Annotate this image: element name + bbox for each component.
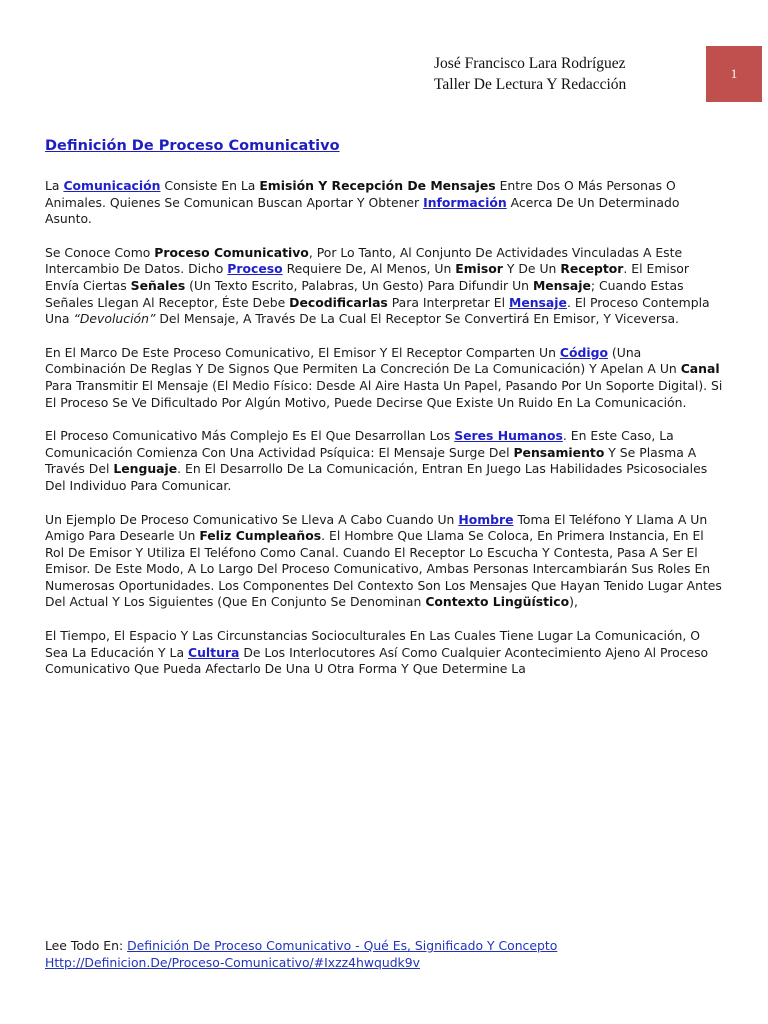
text: Para Transmitir El Mensaje (El Medio Físico: Desde Al Aire Hasta Un Papel, Pasando Por Un Soporte Digital). Si El Proceso Se Ve Dificultado Por Algún Motivo, Puede Decirse Que Existe Un Ruido En La Comunicación. [45,377,723,410]
document-body [45,136,723,695]
bold-term: Señales [130,277,186,293]
footer-url-line [45,955,557,972]
bold-term: Mensaje [532,277,591,293]
link-hombre[interactable]: Hombre [458,511,514,527]
paragraph-4 [45,428,723,494]
bold-term: Lenguaje [113,461,178,477]
text: Para Interpretar El [387,294,509,310]
bold-term: Canal [680,361,720,377]
footer-line [45,938,557,955]
page-title[interactable]: Definición De Proceso Comunicativo [45,138,340,154]
source-url-link[interactable]: Http://Definicion.De/Proceso-Comunicativo/#Ixzz4hwqudk9v [45,954,420,970]
text: ), [569,594,578,610]
link-comunicacion[interactable]: Comunicación [63,178,161,193]
text: (Un Texto Escrito, Palabras, Un Gesto) Para Difundir Un [185,277,533,293]
text: Del Mensaje, A Través De La Cual El Receptor Se Convertirá En Emisor, Y Viceversa. [155,311,679,327]
text: Entre Dos O Más Personas O Animales. Quienes Se Comunican Buscan Aportar Y Obtener [45,178,676,210]
text: El Proceso Comunicativo Más Complejo Es El Que Desarrollan Los [45,428,455,444]
text: Y Se Plasma A Través Del [45,444,697,477]
bold-term: Feliz Cumpleaños [199,528,322,544]
course-name: Taller De Lectura Y Redacción [434,76,627,93]
paragraph-2 [45,245,723,328]
link-codigo[interactable]: Código [559,344,608,360]
text: , Por Lo Tanto, Al Conjunto De Actividades Vinculadas A Este Intercambio De Datos. Dicho [45,244,683,277]
link-proceso[interactable]: Proceso [227,261,283,277]
text: Toma El Teléfono Y Llama A Un Amigo Para Desearle Un [45,511,708,544]
bold-term: Pensamiento [513,444,605,460]
link-informacion[interactable]: Información [423,194,507,210]
text: . El Hombre Que Llama Se Coloca, En Primera Instancia, En El Rol De Emisor Y Utiliza El Teléfono Como Canal. Cuando El Receptor Lo Escucha Y Contesta, Pasa A Ser El Emisor. De Este Modo, A Lo Largo Del Proceso Comunicativo, Ambas Personas Intercambiarán Sus Roles En Numerosas Oportunidades. Los Componentes Del Contexto Son Los Mensajes Que Hayan Tenido Lugar Antes Del Actual Y Los Siguientes (Que En Conjunto Se Denominan [45,528,722,610]
paragraph-3 [45,345,723,411]
link-mensaje[interactable]: Mensaje [508,294,567,310]
paragraph-5 [45,512,723,612]
text: Un Ejemplo De Proceso Comunicativo Se Lleva A Cabo Cuando Un [45,511,459,527]
link-cultura[interactable]: Cultura [187,644,240,660]
text: ; Cuando Estas Señales Llegan Al Receptor, Éste Debe [45,277,684,310]
text: Y De Un [502,261,561,277]
document-header [434,53,626,95]
bold-term: Decodificarlas [289,294,388,310]
paragraph-6 [45,628,723,678]
bold-term: Contexto Lingüístico [425,594,570,610]
text: . El Proceso Contempla Una [45,294,710,327]
text: Acerca De Un Determinado Asunto. [45,194,680,227]
source-footer [45,938,557,971]
text: . En El Desarrollo De La Comunicación, Entran En Juego Las Habilidades Psicosociales Del Individuo Para Comunicar. [45,461,708,493]
text: . El Emisor Envía Ciertas [45,261,689,293]
text: En El Marco De Este Proceso Comunicativo, El Emisor Y El Receptor Comparten Un [45,344,560,360]
paragraph-1 [45,178,723,228]
bold-term: Emisión Y Recepción De Mensajes [259,178,496,193]
text: Requiere De, Al Menos, Un [282,261,456,277]
page-number: 1 [730,66,738,81]
bold-term: Proceso Comunicativo [154,244,309,260]
bold-term: Receptor [560,261,624,277]
text: De Los Interlocutores Así Como Cualquier Acontecimiento Ajeno Al Proceso Comunicativo Que Pueda Afectarlo De Una U Otra Forma Y Que Determine La [45,644,709,677]
italic-term: “Devolución” [73,311,156,327]
link-seres-humanos[interactable]: Seres Humanos [454,428,563,444]
text: . En Este Caso, La Comunicación Comienza Con Una Actividad Psíquica: El Mensaje Surge Del [45,428,674,460]
source-link[interactable]: Definición De Proceso Comunicativo - Qué Es, Significado Y Concepto [127,938,558,953]
text: Se Conoce Como [45,244,155,260]
page-number-badge [706,46,762,102]
author-name: José Francisco Lara Rodríguez [434,55,626,72]
text: (Una Combinación De Reglas Y De Signos Que Permiten La Concreción De La Comunicación) Y Apelan A Un [45,344,681,377]
text: Consiste En La [160,178,260,193]
footer-prefix: Lee Todo En: [45,938,128,953]
text: El Tiempo, El Espacio Y Las Circunstancias Socioculturales En Las Cuales Tiene Lugar La Comunicación, O Sea La Educación Y La [45,628,701,660]
text: La [45,178,64,193]
bold-term: Emisor [455,261,503,277]
